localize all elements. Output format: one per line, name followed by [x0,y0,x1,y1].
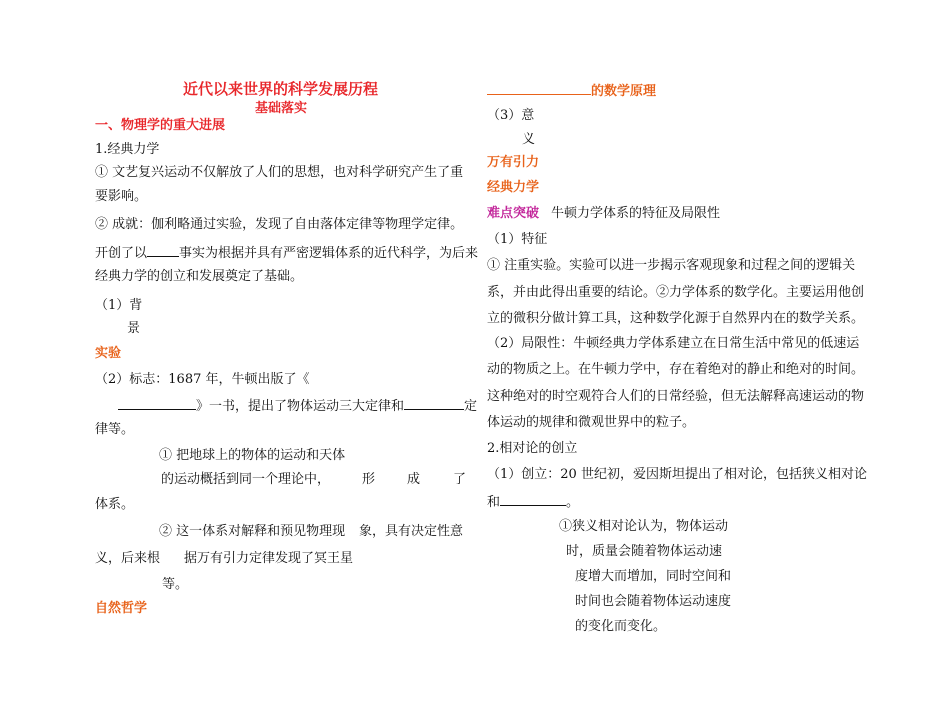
paragraph-foundation: 经典力学的创立和发展奠定了基础。 [95,269,304,284]
word-cheng: 成 [407,472,421,487]
text-fragment: 和 [487,495,501,510]
paragraph-later-1: 义，后来根 [95,551,161,566]
fill-blank-1[interactable] [147,244,179,257]
fill-blank-book[interactable] [118,397,196,410]
answer-math-principles-line [487,82,656,100]
paragraph-limits-3: 这种绝对的时空观符合人们的日常经验，但无法解释高速运动的物 [487,389,865,404]
section-heading-physics: 一、物理学的重大进展 [95,118,226,133]
text-fragment: 》一书，提出了物体运动三大定律和 [196,399,405,414]
paragraph-later-2: 据万有引力定律发现了冥王星 [184,551,354,566]
paragraph-features-3: 立的微积分做计算工具，这种数学化源于自然界内在的数学关系。 [487,311,865,326]
paragraph-renaissance-2: 要影响。 [95,189,148,204]
fill-blank-general-relativity[interactable] [500,493,566,506]
paragraph-etc: 等。 [162,577,189,592]
difficulty-topic: 牛顿力学体系的特征及局限性 [551,206,721,221]
answer-natural-philosophy: 自然哲学 [95,601,148,616]
label-background: （1）背 [95,298,143,313]
fill-blank-law[interactable] [404,397,464,410]
word-xing: 形 [362,472,376,487]
answer-gravitation: 万有引力 [487,155,540,170]
paragraph-achievement: ② 成就：伽利略通过实验，发现了自由落体定律等物理学定律。 [95,217,464,232]
paragraph-limits-4: 体运动的规律和微观世界中的粒子。 [487,415,696,430]
label-difficulty: 难点突破 [487,206,540,221]
paragraph-limits-2: 动的物质之上。在牛顿力学中，存在着绝对的静止和绝对的时间。 [487,362,865,377]
paragraph-special-4: 时间也会随着物体运动速度 [575,594,732,609]
label-significance: （3）意 [487,108,535,123]
paragraph-system: 体系。 [95,497,135,512]
text-fragment: 。 [566,495,580,510]
word-le: 了 [453,472,467,487]
answer-classical-mechanics: 经典力学 [487,180,540,195]
paragraph-explain: ② 这一体系对解释和预见物理现 [159,524,346,539]
text-fragment: 的数学原理 [591,84,657,99]
fill-blank-principles[interactable] [487,82,591,95]
paragraph-explain-2: 象，具有决定性意 [359,524,464,539]
item-relativity: 2.相对论的创立 [487,441,578,456]
label-features: （1）特征 [487,232,548,247]
text-fragment: 事实为根据并具有严密逻辑体系的近代科学，为后来 [179,246,479,261]
paragraph-relativity-1: （1）创立：20 世纪初，爱因斯坦提出了相对论，包括狭义相对论 [487,467,867,482]
paragraph-limits-1: （2）局限性：牛顿经典力学体系建立在日常生活中常见的低速运 [487,336,860,351]
paragraph-experiment-line [95,244,478,262]
paragraph-special-5: 的变化而变化。 [575,619,667,634]
answer-experiment: 实验 [95,346,122,361]
paragraph-laws: 律等。 [95,422,135,437]
page-title: 近代以来世界的科学发展历程 [183,80,379,98]
paragraph-special-2: 时，质量会随着物体运动速 [566,544,723,559]
label-background-2: 景 [127,321,141,336]
paragraph-symbol: （2）标志：1687 年，牛顿出版了《 [95,372,310,387]
label-significance-2: 义 [522,132,536,147]
text-fragment: 定 [464,399,478,414]
paragraph-special-1: ①狭义相对论认为，物体运动 [559,519,729,534]
paragraph-relativity-2 [487,493,579,511]
paragraph-unify-2: 的运动概括到同一个理论中， [161,472,331,487]
paragraph-unify-1: ① 把地球上的物体的运动和天体 [159,448,346,463]
page-subtitle: 基础落实 [255,101,308,116]
paragraph-renaissance-1: ① 文艺复兴运动不仅解放了人们的思想，也对科学研究产生了重 [95,165,464,180]
paragraph-features-1: ① 注重实验。实验可以进一步揭示客观现象和过程之间的逻辑关 [487,258,856,273]
paragraph-book-line [118,397,477,415]
paragraph-features-2: 系，并由此得出重要的结论。②力学体系的数学化。主要运用他创 [487,285,865,300]
paragraph-special-3: 度增大而增加，同时空间和 [575,569,732,584]
item-classical-mechanics: 1.经典力学 [95,142,160,157]
text-fragment: 开创了以 [95,246,148,261]
